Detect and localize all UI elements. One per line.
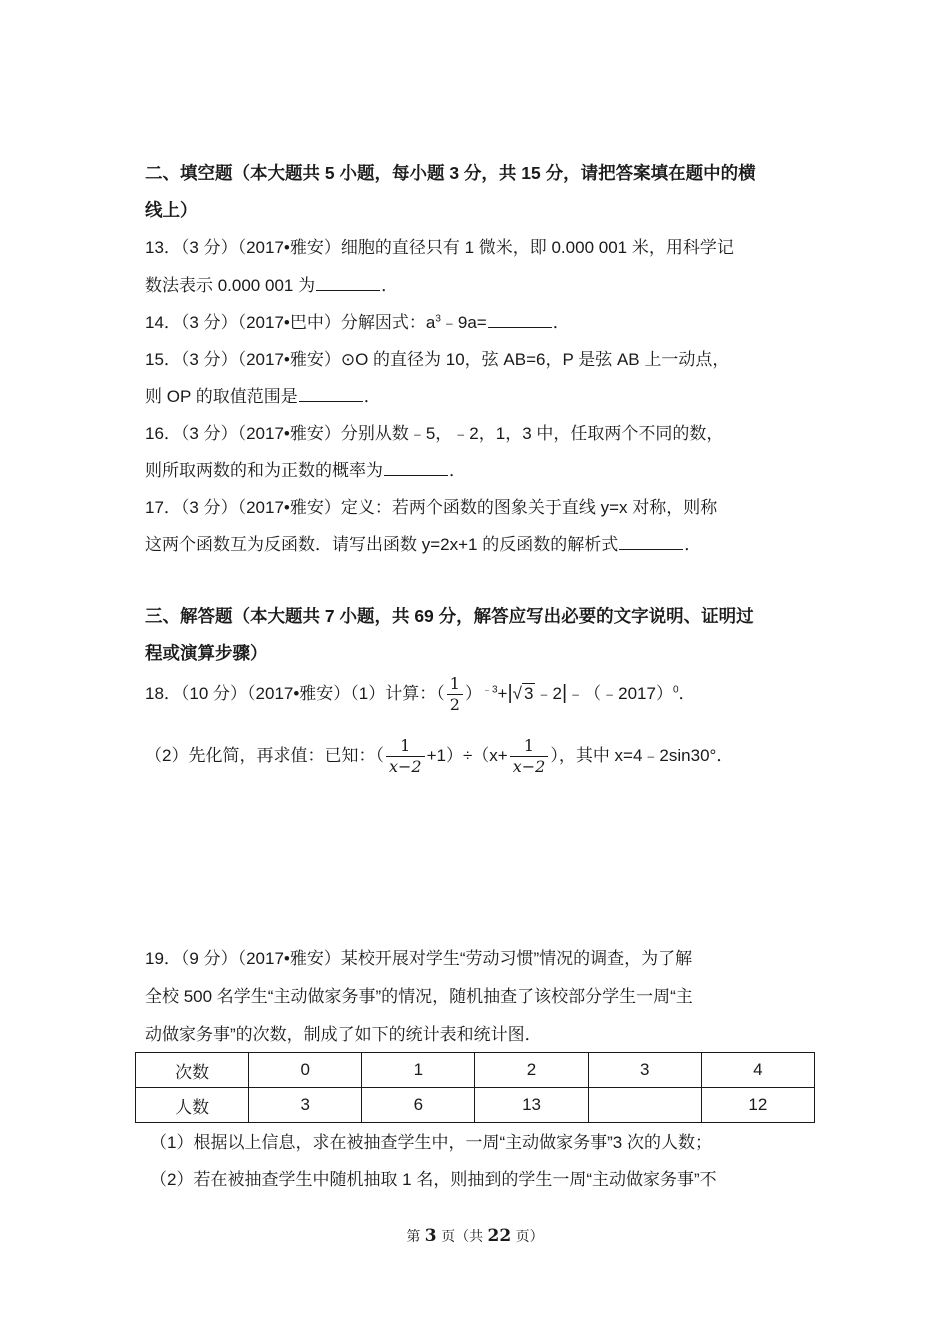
- q18-plus: +: [497, 683, 508, 703]
- table-cell: 2: [475, 1053, 588, 1088]
- q19-sub1: （1）根据以上信息，求在被抽查学生中，一周“主动做家务事”3 次的人数；: [150, 1133, 712, 1152]
- fraction-denominator: x−2: [512, 757, 546, 776]
- q18-exponent: ﹣3: [481, 684, 498, 696]
- table-cell: 0: [249, 1053, 362, 1088]
- q17-line1: 17．（3 分）（2017•雅安）定义：若两个函数的图象关于直线 y=x 对称，则称: [145, 498, 718, 517]
- page-footer: [0, 1226, 950, 1246]
- total-pages: 22: [487, 1226, 512, 1246]
- q18-part2-post: ），其中 x=4﹣2sin30°．: [550, 745, 734, 765]
- table-row: [136, 1088, 815, 1123]
- section3-title-line2: 程或演算步骤）: [145, 643, 268, 663]
- fraction-numerator: 1: [386, 738, 425, 757]
- abs-bar-left: |: [507, 681, 513, 704]
- q17-text: 这两个函数互为反函数．请写出函数 y=2x+1 的反函数的解析式: [145, 535, 619, 554]
- q15-end: ．: [363, 387, 381, 406]
- table-cell: 12: [701, 1088, 814, 1123]
- q13-end: ．: [381, 276, 399, 295]
- fraction-numerator: 1: [510, 738, 549, 757]
- table-cell: 1: [362, 1053, 475, 1088]
- q15-line2: [145, 382, 381, 407]
- answer-blank: [384, 461, 448, 476]
- table-cell: [588, 1088, 701, 1123]
- q18-close-paren: ）: [464, 683, 482, 703]
- q18-text: 18．（10 分）（2017•雅安）（1）计算：（: [145, 683, 445, 703]
- table-cell: 4: [701, 1053, 814, 1088]
- fraction-numerator: 1: [447, 676, 463, 695]
- q18-part1: [145, 676, 696, 713]
- fraction-one-over-x-minus-2: [386, 738, 425, 775]
- q18-text-post: ﹣（﹣2017）: [567, 683, 673, 703]
- q14-text: 14．（3 分）（2017•巴中）分解因式：a: [145, 313, 436, 332]
- table-cell: 13: [475, 1088, 588, 1123]
- q18-part2-text: （2）先化简，再求值：已知：（: [145, 745, 384, 765]
- answer-blank: [488, 313, 552, 328]
- q14-line: [145, 308, 570, 333]
- section3-title-line1: 三、解答题（本大题共 7 小题，共 69 分，解答应写出必要的文字说明、证明过: [145, 606, 754, 626]
- q13-text: 数法表示 0.000 001 为: [145, 276, 316, 295]
- q14-end: ．: [552, 313, 570, 332]
- table-cell: 3: [588, 1053, 701, 1088]
- fraction-denominator: x−2: [388, 757, 422, 776]
- fraction-denominator: 2: [449, 695, 460, 714]
- q19-line1: 19．（9 分）（2017•雅安）某校开展对学生“劳动习惯”情况的调查，为了解: [145, 949, 693, 968]
- q16-line2: [145, 456, 466, 481]
- answer-blank: [299, 387, 363, 402]
- table-cell: 人数: [136, 1088, 249, 1123]
- q14-exponent: 3: [435, 313, 441, 325]
- fraction-one-half: [447, 676, 463, 713]
- q18-end: ．: [678, 683, 696, 703]
- answer-blank: [316, 276, 380, 291]
- q18-part2: [145, 738, 733, 775]
- table-cell: 次数: [136, 1053, 249, 1088]
- answer-blank: [619, 535, 683, 550]
- q16-line1: 16．（3 分）（2017•雅安）分别从数﹣5，﹣2，1，3 中，任取两个不同的数，: [145, 424, 724, 443]
- q15-line1: 15．（3 分）（2017•雅安）⊙O 的直径为 10，弦 AB=6，P 是弦 AB 上一动点，: [145, 350, 730, 369]
- q17-line2: [145, 530, 701, 555]
- q17-end: ．: [684, 535, 702, 554]
- q18-exponent-zero: 0: [672, 684, 679, 696]
- q16-text: 则所取两数的和为正数的概率为: [145, 461, 383, 480]
- page-number: 3: [424, 1226, 437, 1246]
- footer-text-end: 页）: [511, 1229, 544, 1245]
- q15-text: 则 OP 的取值范围是: [145, 387, 298, 406]
- fraction-one-over-x-minus-2: [510, 738, 549, 775]
- q14-text-mid: ﹣9a=: [440, 313, 487, 332]
- sqrt-icon: √: [512, 683, 522, 703]
- q13-line1: 13．（3 分）（2017•雅安）细胞的直径只有 1 微米，即 0.000 001 米，用科学记: [145, 238, 734, 257]
- q19-line3: 动做家务事”的次数，制成了如下的统计表和统计图．: [145, 1025, 542, 1044]
- statistics-table: [135, 1052, 815, 1123]
- section2-title-line1: 二、填空题（本大题共 5 小题，每小题 3 分，共 15 分，请把答案填在题中的横: [145, 163, 756, 183]
- abs-bar-right: |: [561, 681, 568, 704]
- table-row: [136, 1053, 815, 1088]
- q13-line2: [145, 271, 398, 296]
- footer-text: 第: [406, 1229, 425, 1245]
- q18-abs-inner: ﹣2: [535, 683, 562, 703]
- table-cell: 3: [249, 1088, 362, 1123]
- q19-line2: 全校 500 名学生“主动做家务事”的情况，随机抽查了该校部分学生一周“主: [145, 987, 693, 1006]
- sqrt-radicand: 3: [524, 683, 534, 703]
- section2-title-line2: 线上）: [145, 200, 198, 220]
- q18-part2-mid: +1）÷（x+: [426, 745, 508, 765]
- table-cell: 6: [362, 1088, 475, 1123]
- q19-sub2: （2）若在被抽查学生中随机抽取 1 名，则抽到的学生一周“主动做家务事”不: [150, 1170, 717, 1189]
- footer-text-mid: 页（共: [436, 1229, 488, 1245]
- q16-end: ．: [449, 461, 466, 480]
